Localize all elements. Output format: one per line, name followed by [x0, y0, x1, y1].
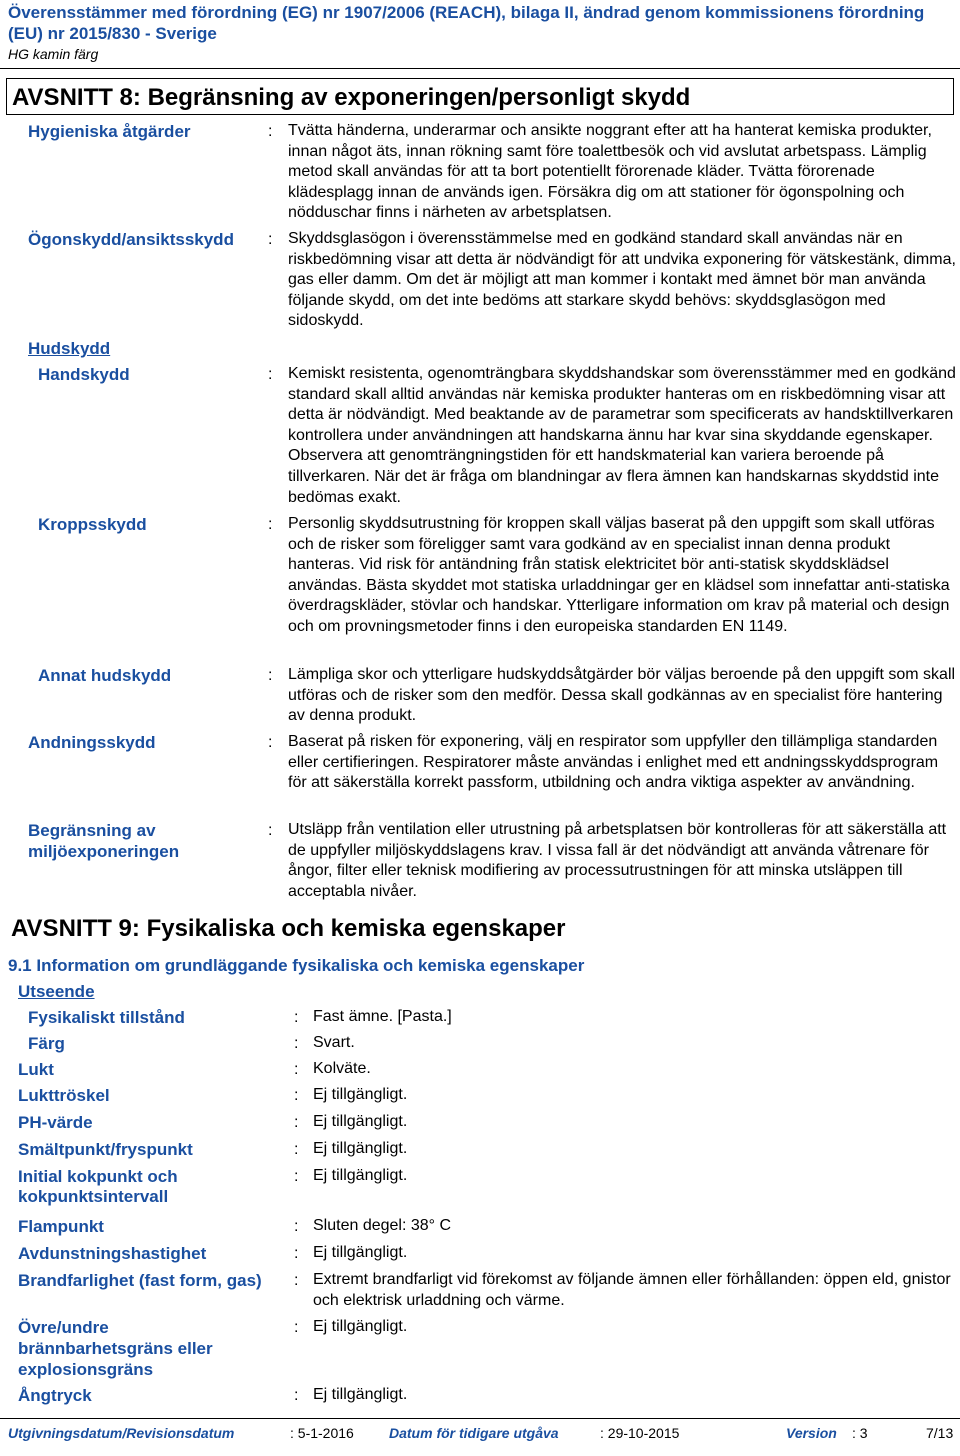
colon: :: [268, 231, 273, 248]
environment-label-line1: Begränsning av: [28, 821, 156, 840]
skin-protection-label: Hudskydd: [28, 339, 111, 358]
colon: :: [294, 1245, 299, 1262]
hand-protection-text: Kemiskt resistenta, ogenomträngbara skyddshandskar som överensstämmer med en godkänd standard skall alltid användas när kemiska produkter hanteras om en riskbedömning visar att detta är nödvändigt. Med beaktande av de parametrar som specificerats av handsktillverkaren kontrollera under användningen att handskarna ännu har kvar sina skyddande egenskaper. Observera att genomträngningstiden för ett handskmaterial kan variera beroende på tillverkaren. När det är fråga om blandningar av flera ämnen kan handskarnas skyddstid inte bedömas exakt.: [288, 365, 956, 506]
explosive-limits-label-line1: Övre/undre: [18, 1318, 109, 1337]
version-value: : 3: [852, 1425, 868, 1441]
flammability-label: Brandfarlighet (fast form, gas): [18, 1271, 262, 1290]
boiling-point-value: Ej tillgängligt.: [313, 1167, 408, 1184]
vapor-pressure-value: Ej tillgängligt.: [313, 1386, 408, 1403]
ph-value: Ej tillgängligt.: [313, 1113, 408, 1130]
ph-label: PH-värde: [18, 1113, 93, 1132]
colon: :: [268, 734, 273, 751]
section-9-subtitle: 9.1 Information om grundläggande fysikaliska och kemiska egenskaper: [8, 956, 585, 975]
explosive-limits-value: Ej tillgängligt.: [313, 1318, 408, 1335]
flash-point-value: Sluten degel: 38° C: [313, 1217, 452, 1234]
colon: :: [268, 516, 273, 533]
environment-label-line2: miljöexponeringen: [28, 842, 180, 861]
body-protection-text: Personlig skyddsutrustning för kroppen skall väljas baserat på den uppgift som skall utföras och de risker som föreligger samt vara godkänd av en specialist innan denna produkt hanteras. Vid risk för antändning från statisk elektricitet bör anti-statisk skyddsklädsel användas. Bästa skyddet mot statiska urladdningar ger en klädsel som innefattar anti-statiska överdragskläder, stövlar och handskar. Ytterligare information om krav på material och design och om provningsmetoder finns i den europeiska standarden EN 1149.: [288, 515, 950, 635]
respiratory-label: Andningsskydd: [28, 733, 156, 752]
colon: :: [294, 1061, 299, 1078]
colon: :: [268, 366, 273, 383]
explosive-limits-label-line2: brännbarhetsgräns eller: [18, 1339, 213, 1358]
physical-state-value: Fast ämne. [Pasta.]: [313, 1008, 452, 1025]
regulation-header: Överensstämmer med förordning (EG) nr 1907/2006 (REACH), bilaga II, ändrad genom kommissionens förordning (EU) nr 2015/830 - Sverige: [8, 3, 925, 43]
evaporation-rate-value: Ej tillgängligt.: [313, 1244, 408, 1261]
colon: :: [294, 1168, 299, 1185]
hand-protection-label: Handskydd: [38, 365, 130, 384]
eye-protection-label: Ögonskydd/ansiktsskydd: [28, 230, 234, 249]
footer-rule: [0, 1418, 960, 1419]
colon: :: [294, 1272, 299, 1289]
colon: :: [294, 1141, 299, 1158]
colon: :: [294, 1114, 299, 1131]
boiling-point-label-line1: Initial kokpunkt och: [18, 1167, 178, 1186]
melting-point-label: Smältpunkt/fryspunkt: [18, 1140, 193, 1159]
environment-text: Utsläpp från ventilation eller utrustning på arbetsplatsen bör kontrolleras för att säkerställa att de uppfyller miljöskyddslagens krav. I vissa fall är det nödvändigt att använda våtrenare för ångor, filter eller teknisk modifiering av processutrustningen för att minska utsläppen till acceptabla nivåer.: [288, 821, 947, 900]
flash-point-label: Flampunkt: [18, 1217, 104, 1236]
colon: :: [294, 1319, 299, 1336]
hygiene-text: Tvätta händerna, underarmar och ansikte noggrant efter att ha hanterat kemiska produkter, innan något äts, innan rökning samt före toalettbesök och vid avslutat arbetspass. Lämplig metod skall användas för att ta bort potentiellt förorenade kläder. Tvätta förorenade klädesplagg innan de används igen. Försäkra dig om att stationer för ögonspolning och nödduschar finns i närheten av arbetsplatsen.: [288, 122, 932, 222]
colon: :: [268, 123, 273, 140]
physical-state-label: Fysikaliskt tillstånd: [28, 1008, 185, 1027]
colon: :: [294, 1218, 299, 1235]
page-number: 7/13: [926, 1425, 954, 1441]
previous-date-value: : 29-10-2015: [600, 1425, 680, 1441]
colon: :: [268, 822, 273, 839]
issue-date-value: : 5-1-2016: [290, 1425, 354, 1441]
color-value: Svart.: [313, 1034, 355, 1051]
vapor-pressure-label: Ångtryck: [18, 1386, 92, 1405]
body-protection-label: Kroppsskydd: [38, 515, 147, 534]
odor-threshold-label: Lukttröskel: [18, 1086, 110, 1105]
color-label: Färg: [28, 1034, 65, 1053]
odor-threshold-value: Ej tillgängligt.: [313, 1086, 408, 1103]
colon: :: [294, 1087, 299, 1104]
explosive-limits-label-line3: explosionsgräns: [18, 1360, 154, 1379]
melting-point-value: Ej tillgängligt.: [313, 1140, 408, 1157]
eye-protection-text: Skyddsglasögon i överensstämmelse med en godkänd standard skall användas när en riskbedömning visar att detta är nödvändigt för att undvika exponering för vätskestänk, dimma, gas eller damm. Om det är möjligt att man kommer i kontakt med ämnet bör man använda följande skydd, om det inte bedöms att starkare skydd behövs: skyddsglasögon med sidoskydd.: [288, 230, 956, 330]
previous-date-label: Datum för tidigare utgåva: [389, 1425, 559, 1441]
issue-date-label: Utgivningsdatum/Revisionsdatum: [8, 1425, 235, 1441]
flammability-value: Extremt brandfarligt vid förekomst av följande ämnen eller förhållanden: öppen eld, gnistor och elektrisk urladdning och värme.: [313, 1271, 951, 1309]
odor-label: Lukt: [18, 1060, 54, 1079]
section-8-title: AVSNITT 8: Begränsning av exponeringen/personligt skydd: [6, 78, 954, 115]
colon: :: [268, 667, 273, 684]
header-rule: [0, 68, 960, 69]
evaporation-rate-label: Avdunstningshastighet: [18, 1244, 207, 1263]
product-name: HG kamin färg: [8, 46, 99, 62]
other-skin-label: Annat hudskydd: [38, 666, 172, 685]
colon: :: [294, 1387, 299, 1404]
colon: :: [294, 1035, 299, 1052]
hygiene-label: Hygieniska åtgärder: [28, 122, 191, 141]
respiratory-text: Baserat på risken för exponering, välj en respirator som uppfyller den tillämpliga standarden eller certifieringen. Respiratorer måste användas i enlighet med ett andningsskyddsprogram för att säkerställa korrekt passform, utbildning och andra viktiga aspekter av användning.: [288, 733, 939, 792]
boiling-point-label-line2: kokpunktsintervall: [18, 1187, 169, 1206]
odor-value: Kolväte.: [313, 1060, 371, 1077]
other-skin-text: Lämpliga skor och ytterligare hudskyddsåtgärder bör väljas beroende på den uppgift som skall utföras och de risker som den medför. Dessa skall godkännas av en specialist före hantering av denna produkt.: [288, 666, 956, 725]
section-9-title: AVSNITT 9: Fysikaliska och kemiska egenskaper: [6, 910, 954, 947]
appearance-heading: Utseende: [18, 982, 95, 1001]
colon: :: [294, 1009, 299, 1026]
version-label: Version: [786, 1425, 837, 1441]
